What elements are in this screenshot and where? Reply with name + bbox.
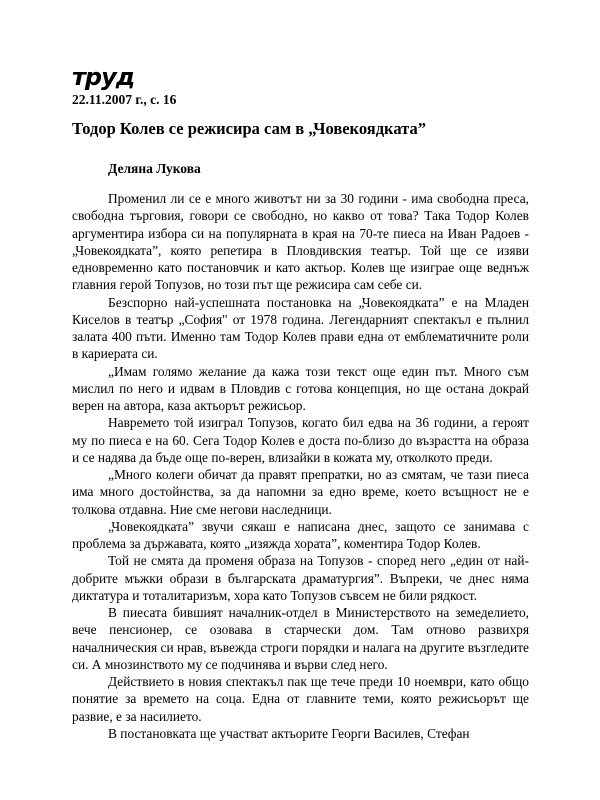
article-paragraph: В постановката ще участват актьорите Георги Василев, Стефан (108, 725, 470, 741)
newspaper-logo: труд (72, 63, 135, 91)
article-paragraph: Безспорно най-успешната постановка на „Човекоядката” е на Младен Киселов в театър „София" от 1978 година. Легендарният спектакъл е пълнил залата 400 пъти. Именно там Тодор Колев прави една от емблематичните роли в кариерата си. (72, 294, 529, 362)
article-paragraph: В пиесата бившият началник-отдел в Министерството на земеделието, вече пенсионер, се озовава в старчески дом. Там отново развихря началническия си нрав, въвежда строги порядки и налага на другите възгледите си. А мнозинството му се подчинява и върви след него. (72, 605, 529, 672)
article-paragraph: „Много колеги обичат да правят препратки, но аз смятам, че тази пиеса има много достойнства, за да напомни за едно време, което всъщност не е толкова отдавна. Ние сме негови наследници. (72, 467, 529, 517)
publication-dateline: 22.11.2007 г., с. 16 (72, 92, 177, 107)
article-author: Деляна Лукова (108, 161, 201, 176)
article-paragraph: Той не смята да променя образа на Топузов - според него „един от най-добрите мъжки образи в българската драматургия”. Въпреки, че днес няма диктатура и тоталитаризъм, хора като Топузов съвсем не били рядкост. (72, 553, 529, 603)
article-body (72, 190, 529, 742)
article-paragraph: Действието в новия спектакъл пак ще тече преди 10 ноември, като общо понятие за времето на соца. Една от главните теми, която режисьорът ще развие, е за насилието. (72, 674, 529, 724)
article-paragraph: Променил ли се е много животът ни за 30 години - има свободна преса, свободна търговия, говори се свободно, но какво от това? Така Тодор Колев аргументира избора си на популярната в края на 70-те пиеса на Иван Радоев - „Човекоядката”, която репетира в Пловдивския театър. Той ще се изяви едновременно като постановчик и като актьор. Колев ще изиграе още веднъж главния герой Топузов, но този път ще режисира сам себе си. (72, 191, 529, 293)
article-paragraph: Навремето той изиграл Топузов, когато бил едва на 36 години, а героят му по пиеса е на 60. Сега Тодор Колев е доста по-близо до възрастта на образа и се надява да бъде още по-верен, влизайки в кожата му, отколкото преди. (72, 415, 529, 465)
article-headline: Тодор Колев се режисира сам в „Човекоядката” (72, 119, 426, 138)
article-paragraph: „Имам голямо желание да кажа този текст още един път. Много съм мислил по него и идвам в Пловдив с готова концепция, но ще остана докрай верен на автора, каза актьорът режисьор. (72, 363, 529, 413)
article-paragraph: „Човекоядката” звучи сякаш е написана днес, защото се занимава с проблема за държавата, която „изяжда хората”, коментира Тодор Колев. (72, 518, 529, 551)
